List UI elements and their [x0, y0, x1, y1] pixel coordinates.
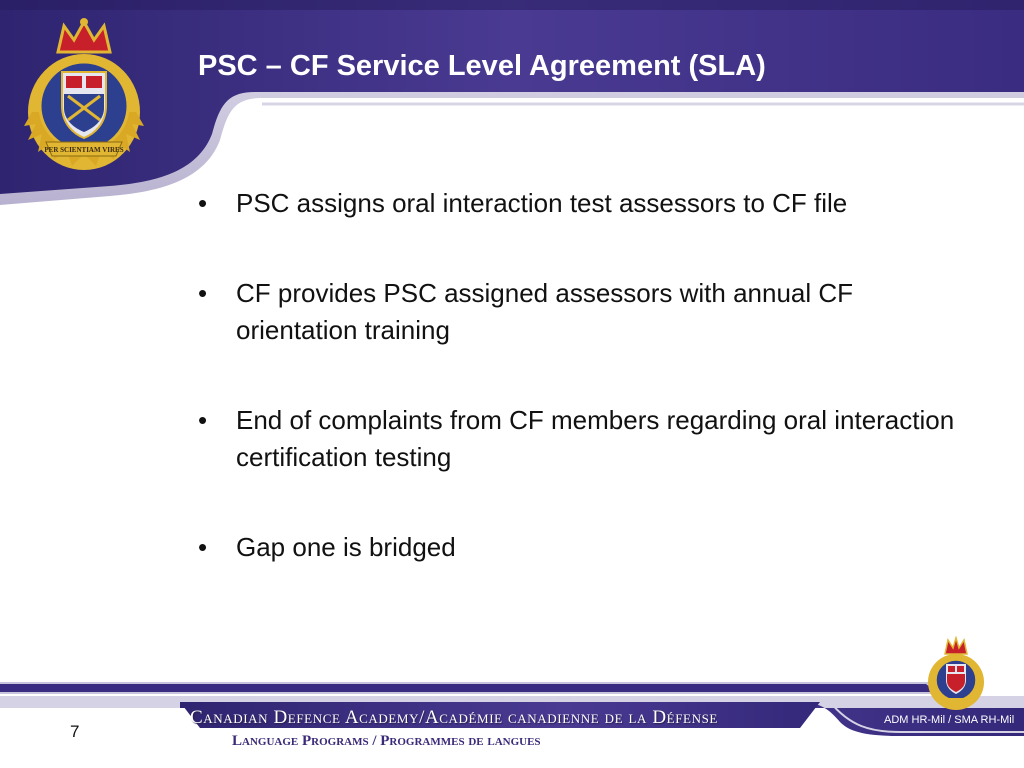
svg-text:PER SCIENTIAM VIRES: PER SCIENTIAM VIRES: [44, 146, 124, 154]
bullet-marker: •: [198, 278, 208, 308]
header-band: [0, 0, 1024, 210]
bullet-item: [198, 275, 968, 349]
bullet-text: Gap one is bridged: [236, 532, 456, 562]
bullet-item: [198, 402, 968, 476]
bullet-marker: •: [198, 188, 208, 218]
bullet-text: PSC assigns oral interaction test assessors to CF file: [236, 188, 848, 218]
bullet-text: CF provides PSC assigned assessors with annual CF orientation training: [236, 278, 854, 345]
bullet-marker: •: [198, 405, 208, 435]
bullet-item: [198, 529, 968, 566]
small-crest-icon: [925, 636, 987, 712]
academy-crest-icon: [18, 16, 150, 174]
page-number: 7: [70, 722, 80, 741]
bullet-text: End of complaints from CF members regarding oral interaction certification testing: [236, 405, 955, 472]
footer-right-label: ADM HR-Mil / SMA RH-Mil: [884, 714, 1015, 726]
footer-programs: Language Programs / Programmes de langues: [232, 733, 541, 749]
slide-title: PSC – CF Service Level Agreement (SLA): [198, 50, 766, 82]
bullet-item: [198, 185, 968, 222]
bullet-marker: •: [198, 532, 208, 562]
footer-academy-name: Canadian Defence Academy/Académie canadienne de la Défense: [190, 707, 718, 728]
bullet-list: [198, 185, 968, 619]
